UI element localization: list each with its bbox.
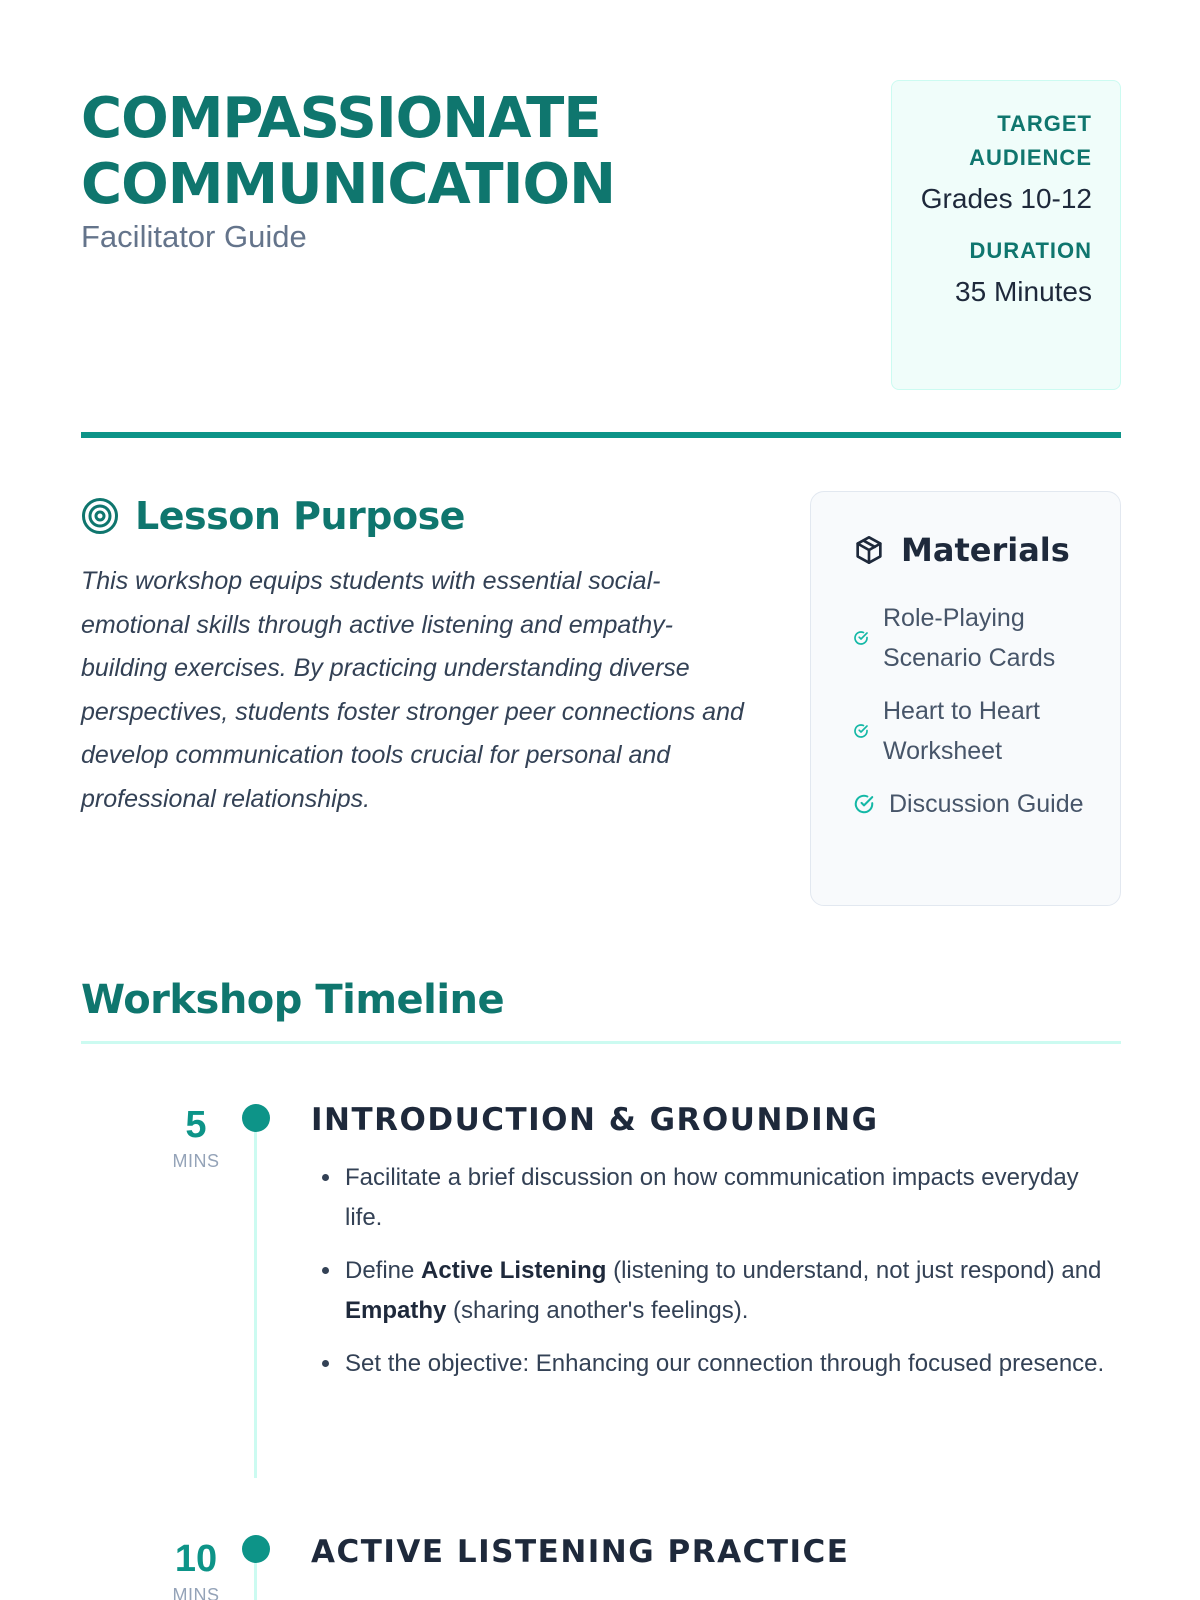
step-duration: 10 [174, 1538, 218, 1580]
guide-header [81, 80, 1121, 392]
step-duration-unit: MINS [172, 1151, 220, 1171]
check-circle-icon [853, 792, 875, 816]
materials-item-label: Discussion Guide [889, 790, 1084, 818]
materials-item [853, 598, 1100, 678]
step-bullet [343, 1158, 1113, 1238]
timeline-heading-row [81, 972, 1121, 1028]
bullet-term: Active Listening [421, 1257, 607, 1284]
timeline-connector [254, 1112, 257, 1478]
lesson-purpose-heading-row [81, 490, 761, 542]
timeline-heading: Workshop Timeline [81, 977, 505, 1023]
target-audience-value: Grades 10-12 [920, 183, 1092, 214]
materials-heading-row [853, 528, 1100, 572]
materials-item-label: Role-Playing Scenario Cards [883, 604, 1056, 672]
bullet-text: Facilitate a brief discussion on how communication impacts everyday life. [345, 1164, 1079, 1231]
guide-title-line-1: COMPASSIONATE [81, 86, 601, 151]
timeline-divider [81, 1041, 1121, 1044]
step-duration-unit: MINS [172, 1585, 220, 1600]
materials-card [810, 491, 1121, 906]
check-circle-icon [853, 630, 869, 646]
duration-value: 35 Minutes [955, 276, 1092, 307]
step-title: INTRODUCTION & GROUNDING [311, 1102, 879, 1138]
guide-subtitle: Facilitator Guide [81, 219, 307, 254]
materials-item [853, 691, 1100, 771]
lesson-purpose-heading: Lesson Purpose [135, 494, 465, 538]
duration-label: DURATION [969, 238, 1092, 263]
package-icon [853, 534, 885, 566]
bullet-text: Set the objective: Enhancing our connection through focused presence. [345, 1350, 1105, 1377]
timeline-dot [242, 1535, 270, 1563]
materials-list [853, 598, 1100, 824]
lesson-purpose-section [81, 490, 761, 821]
step-time [141, 1536, 251, 1600]
target-audience-label: TARGET AUDIENCE [969, 111, 1092, 170]
materials-item [853, 784, 1100, 824]
step-duration: 5 [185, 1104, 207, 1146]
timeline-dot [242, 1104, 270, 1132]
lesson-purpose-text: This workshop equips students with essential social-emotional skills through active listening and empathy-building exercises. By practicing understanding diverse perspectives, students foster stronger peer connections and develop communication tools crucial for personal and professional relationships. [81, 567, 744, 813]
materials-item-label: Heart to Heart Worksheet [883, 697, 1041, 765]
bullet-text: Define [345, 1257, 422, 1284]
step-time [141, 1102, 251, 1174]
guide-title-line-2: COMMUNICATION [81, 152, 615, 217]
materials-heading: Materials [901, 531, 1070, 569]
bullet-text: (sharing another's feelings). [446, 1297, 749, 1324]
header-divider [81, 432, 1121, 438]
bullet-term: Empathy [345, 1297, 447, 1324]
step-bullet [343, 1344, 1113, 1384]
guide-title [81, 86, 721, 218]
meta-info-box [891, 80, 1121, 390]
check-circle-icon [853, 723, 869, 739]
bullet-text: (listening to understand, not just respond) and [606, 1257, 1102, 1284]
step-title: ACTIVE LISTENING PRACTICE [311, 1534, 850, 1570]
target-icon [81, 497, 119, 535]
step-bullets [311, 1158, 1113, 1397]
step-bullet [343, 1251, 1113, 1331]
